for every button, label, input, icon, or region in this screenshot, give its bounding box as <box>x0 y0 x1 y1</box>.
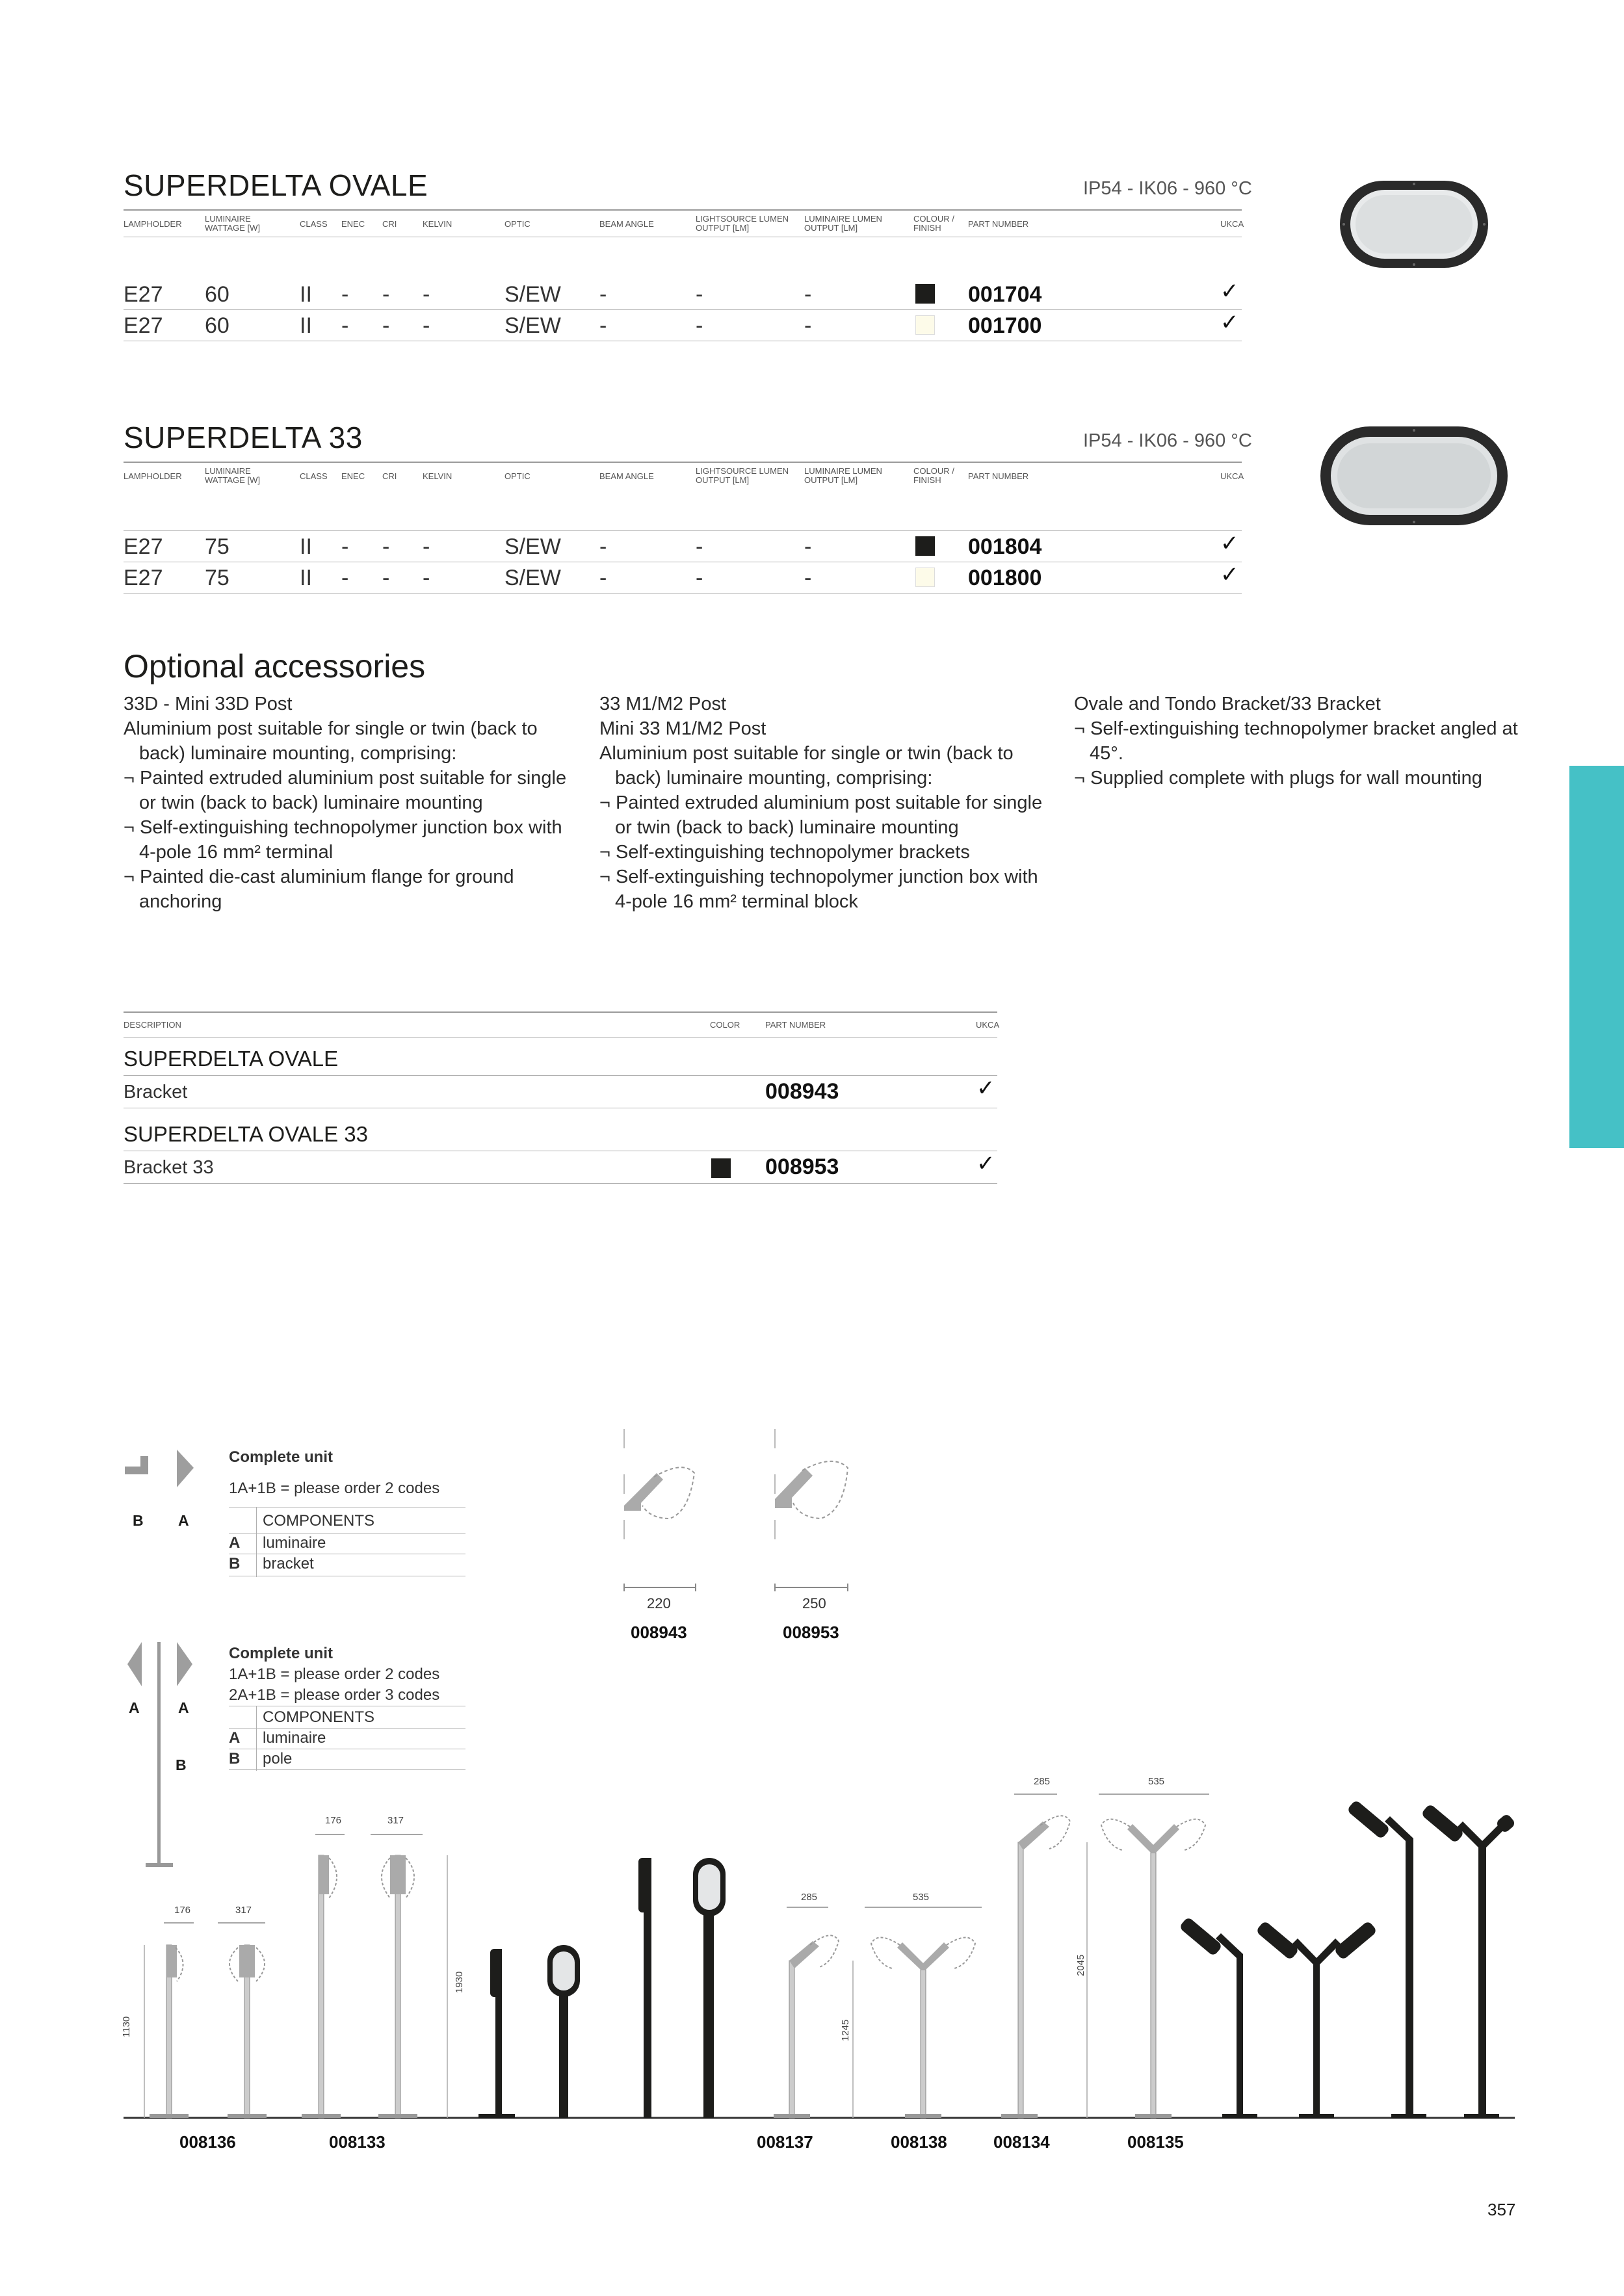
cell-ls-lumen: - <box>696 566 703 590</box>
cell-optic: S/EW <box>504 566 561 590</box>
legend-label-b: B <box>176 1756 187 1773</box>
cell-beam: - <box>599 313 607 338</box>
cell-wattage: 75 <box>205 566 229 590</box>
hdr-lum-1: LUMINAIRE LUMEN <box>804 214 882 224</box>
hdr-colour-1: COLOUR / <box>913 466 954 476</box>
acc-line: 33D - Mini 33D Post <box>124 694 293 714</box>
acc-line: 4-pole 16 mm² terminal <box>139 842 334 863</box>
acc-line: back) luminaire mounting, comprising: <box>139 743 457 764</box>
cell-enec: - <box>341 566 349 590</box>
cell-ls-lumen: - <box>696 282 703 307</box>
hdr-wattage-2: WATTAGE [W] <box>205 475 260 485</box>
acc-line: ¬ Supplied complete with plugs for wall mounting <box>1074 768 1482 789</box>
divider <box>229 1769 465 1770</box>
hdr-lum-2: OUTPUT [LM] <box>804 475 858 485</box>
post-008137 <box>774 1907 839 2118</box>
acc-line: Aluminium post suitable for single or twin (back to <box>124 718 538 739</box>
acc-line: Ovale and Tondo Bracket/33 Bracket <box>1074 694 1381 714</box>
acc-line: anchoring <box>139 891 222 912</box>
hdr-ls-1: LIGHTSOURCE LUMEN <box>696 214 789 224</box>
acc-line: or twin (back to back) luminaire mounting <box>139 792 483 813</box>
code-label: 008135 <box>1127 2132 1184 2152</box>
acc-group-title: SUPERDELTA OVALE 33 <box>124 1122 368 1146</box>
legend-label-a: A <box>178 1512 189 1529</box>
check-icon: ✓ <box>1220 531 1239 556</box>
divider <box>124 1183 997 1184</box>
hdr-enec: ENEC <box>341 471 365 481</box>
dim-label: 176 <box>174 1905 191 1916</box>
accessory-col-1 <box>124 692 579 914</box>
legend-b-text: pole <box>263 1750 293 1768</box>
cell-kelvin: - <box>423 566 430 590</box>
legend-title: Complete unit <box>229 1448 333 1466</box>
post-black-render-3 <box>638 1858 651 2118</box>
dim-label: 535 <box>1148 1776 1165 1787</box>
post-black-render-6 <box>1255 1920 1378 2118</box>
code-label: 008137 <box>757 2132 813 2152</box>
acc-line: ¬ Self-extinguishing technopolymer junction box with <box>599 867 1038 887</box>
acc-line: ¬ Self-extinguishing technopolymer bracket angled at <box>1074 718 1518 739</box>
cell-optic: S/EW <box>504 282 561 307</box>
part-number: 008953 <box>765 1155 839 1179</box>
post-black-render-8 <box>1421 1803 1516 2118</box>
divider <box>124 1075 997 1076</box>
part-number: 001804 <box>968 534 1042 559</box>
dim-label: 176 <box>325 1815 342 1826</box>
post-008133-single <box>302 1834 345 2118</box>
dim-label: 1245 <box>840 2019 851 2041</box>
acc-group-title: SUPERDELTA OVALE <box>124 1047 339 1071</box>
dim-label: 535 <box>913 1892 930 1903</box>
code-label: 008133 <box>329 2132 386 2152</box>
cell-beam: - <box>599 282 607 307</box>
cell-cri: - <box>382 282 390 307</box>
acc-line: Mini 33 M1/M2 Post <box>599 718 766 739</box>
divider <box>124 309 1242 310</box>
legend-label-b: B <box>133 1512 144 1529</box>
acc-line: ¬ Painted extruded aluminium post suitable for single <box>599 792 1043 813</box>
acc-line: ¬ Painted extruded aluminium post suitable for single <box>124 768 567 789</box>
hdr-ls-1: LIGHTSOURCE LUMEN <box>696 466 789 476</box>
hdr-colour-2: FINISH <box>913 475 941 485</box>
hdr-ukca: UKCA <box>1220 219 1244 229</box>
acc-item: Bracket <box>124 1082 188 1102</box>
divider <box>124 593 1242 594</box>
check-icon: ✓ <box>1220 562 1239 587</box>
hdr-colour-2: FINISH <box>913 223 941 233</box>
dim-label: 1930 <box>454 1971 465 1993</box>
cell-class: II <box>300 313 312 338</box>
product-title-33: SUPERDELTA 33 <box>124 421 363 454</box>
hdr-optic: OPTIC <box>504 219 530 229</box>
cell-optic: S/EW <box>504 313 561 338</box>
posts-drawing <box>117 1775 1521 2126</box>
product-title-ovale: SUPERDELTA OVALE <box>124 168 428 202</box>
legend-components: COMPONENTS <box>263 1512 375 1530</box>
post-008136-single <box>150 1923 194 2118</box>
hdr-enec: ENEC <box>341 219 365 229</box>
hdr-lum-2: OUTPUT [LM] <box>804 223 858 233</box>
cell-kelvin: - <box>423 313 430 338</box>
cell-enec: - <box>341 534 349 559</box>
acc-line: or twin (back to back) luminaire mounting <box>615 817 959 838</box>
hdr-beam: BEAM ANGLE <box>599 471 654 481</box>
dim-label: 317 <box>235 1905 252 1916</box>
check-icon: ✓ <box>976 1151 995 1176</box>
color-swatch-black <box>711 1158 731 1178</box>
cell-optic: S/EW <box>504 534 561 559</box>
divider <box>124 1011 997 1013</box>
accessory-col-3 <box>1074 692 1542 790</box>
hdr-description: DESCRIPTION <box>124 1020 181 1030</box>
cell-lampholder: E27 <box>124 534 163 559</box>
acc-line: 33 M1/M2 Post <box>599 694 727 714</box>
accessory-col-2 <box>599 692 1054 914</box>
bracket-legend-icon <box>121 1447 199 1506</box>
acc-line: 4-pole 16 mm² terminal block <box>615 891 858 912</box>
dim-label: 1130 <box>121 2016 132 2037</box>
hdr-ukca: UKCA <box>1220 471 1244 481</box>
divider <box>256 1507 257 1577</box>
cell-beam: - <box>599 534 607 559</box>
legend-order: 1A+1B = please order 2 codes <box>229 1480 440 1497</box>
legend-order: 1A+1B = please order 2 codes <box>229 1665 440 1683</box>
post-black-render-2 <box>547 1945 580 2118</box>
hdr-lampholder: LAMPHOLDER <box>124 219 182 229</box>
cell-enec: - <box>341 313 349 338</box>
hdr-cri: CRI <box>382 471 397 481</box>
cell-lampholder: E27 <box>124 313 163 338</box>
hdr-colour-1: COLOUR / <box>913 214 954 224</box>
hdr-class: CLASS <box>300 219 328 229</box>
post-black-render-4 <box>693 1858 726 2118</box>
code-label: 008134 <box>993 2132 1050 2152</box>
cell-class: II <box>300 534 312 559</box>
cell-beam: - <box>599 566 607 590</box>
cell-lum-lumen: - <box>804 566 812 590</box>
post-black-render-1 <box>478 1949 515 2118</box>
dim-width: 250 <box>802 1595 826 1611</box>
legend-b: B <box>229 1750 241 1768</box>
hdr-lampholder: LAMPHOLDER <box>124 471 182 481</box>
cell-lampholder: E27 <box>124 282 163 307</box>
acc-line: 45°. <box>1090 743 1123 764</box>
cell-wattage: 75 <box>205 534 229 559</box>
legend-a: A <box>229 1534 241 1552</box>
divider <box>124 530 1242 531</box>
bracket-008943-drawing <box>611 1428 715 1597</box>
part-number: 001704 <box>968 282 1042 307</box>
hdr-cri: CRI <box>382 219 397 229</box>
rating-33: IP54 - IK06 - 960 °C <box>1083 430 1252 451</box>
cell-cri: - <box>382 566 390 590</box>
cell-cri: - <box>382 534 390 559</box>
hdr-color: COLOR <box>710 1020 740 1030</box>
hdr-part-number: PART NUMBER <box>765 1020 826 1030</box>
post-008138 <box>865 1907 982 2118</box>
code-label: 008136 <box>179 2132 236 2152</box>
hdr-kelvin: KELVIN <box>423 471 452 481</box>
hdr-wattage-1: LUMINAIRE <box>205 214 251 224</box>
cell-enec: - <box>341 282 349 307</box>
part-number: 001700 <box>968 313 1042 338</box>
rating-ovale: IP54 - IK06 - 960 °C <box>1083 178 1252 199</box>
post-008136-twin <box>218 1923 267 2118</box>
legend-order: 2A+1B = please order 3 codes <box>229 1686 440 1704</box>
finish-swatch-cream <box>915 315 935 335</box>
hdr-wattage-1: LUMINAIRE <box>205 466 251 476</box>
dim-label: 2045 <box>1075 1954 1086 1976</box>
hdr-class: CLASS <box>300 471 328 481</box>
superdelta-33-product-image <box>1316 423 1512 530</box>
cell-lampholder: E27 <box>124 566 163 590</box>
cell-lum-lumen: - <box>804 282 812 307</box>
divider <box>256 1706 257 1771</box>
post-black-render-5 <box>1179 1916 1257 2118</box>
hdr-part: PART NUMBER <box>968 471 1029 481</box>
bracket-008953-drawing <box>762 1428 866 1597</box>
legend-a: A <box>229 1729 241 1747</box>
cell-ls-lumen: - <box>696 313 703 338</box>
part-number: 001800 <box>968 566 1042 590</box>
cell-lum-lumen: - <box>804 313 812 338</box>
legend-b-text: bracket <box>263 1555 314 1572</box>
hdr-wattage-2: WATTAGE [W] <box>205 223 260 233</box>
acc-line: ¬ Self-extinguishing technopolymer brackets <box>599 842 970 863</box>
hdr-lum-1: LUMINAIRE LUMEN <box>804 466 882 476</box>
post-black-render-7 <box>1346 1799 1426 2118</box>
hdr-part: PART NUMBER <box>968 219 1029 229</box>
legend-b: B <box>229 1555 241 1572</box>
superdelta-ovale-product-image <box>1336 176 1492 273</box>
divider <box>229 1728 465 1729</box>
cell-wattage: 60 <box>205 282 229 307</box>
dim-width: 220 <box>647 1595 671 1611</box>
acc-line: ¬ Painted die-cast aluminium flange for ground <box>124 867 514 887</box>
post-008133-twin <box>371 1834 423 2118</box>
dim-label: 317 <box>387 1815 404 1826</box>
legend-a-text: luminaire <box>263 1534 326 1552</box>
cell-cri: - <box>382 313 390 338</box>
legend-title: Complete unit <box>229 1645 333 1662</box>
cell-class: II <box>300 282 312 307</box>
cell-class: II <box>300 566 312 590</box>
post-008135 <box>1099 1794 1209 2118</box>
cell-kelvin: - <box>423 282 430 307</box>
finish-swatch-cream <box>915 567 935 587</box>
acc-line: back) luminaire mounting, comprising: <box>615 768 933 789</box>
legend-label-a: A <box>129 1699 140 1716</box>
code-label: 008943 <box>631 1623 687 1642</box>
hdr-optic: OPTIC <box>504 471 530 481</box>
legend-a-text: luminaire <box>263 1729 326 1747</box>
part-number: 008943 <box>765 1079 839 1104</box>
check-icon: ✓ <box>1220 310 1239 335</box>
acc-item: Bracket 33 <box>124 1157 214 1178</box>
section-tab <box>1569 766 1624 1148</box>
divider <box>124 462 1242 463</box>
check-icon: ✓ <box>976 1076 995 1101</box>
page-number: 357 <box>1487 2200 1516 2219</box>
cell-lum-lumen: - <box>804 534 812 559</box>
accessories-heading: Optional accessories <box>124 648 426 685</box>
divider <box>124 209 1242 211</box>
cell-ls-lumen: - <box>696 534 703 559</box>
finish-swatch-black <box>915 536 935 556</box>
check-icon: ✓ <box>1220 279 1239 304</box>
post-008134 <box>1001 1794 1070 2118</box>
code-label: 008953 <box>783 1623 839 1642</box>
dim-label: 285 <box>1034 1776 1051 1787</box>
code-label: 008138 <box>891 2132 947 2152</box>
hdr-beam: BEAM ANGLE <box>599 219 654 229</box>
cell-wattage: 60 <box>205 313 229 338</box>
acc-line: ¬ Self-extinguishing technopolymer junction box with <box>124 817 562 838</box>
acc-line: Aluminium post suitable for single or twin (back to <box>599 743 1014 764</box>
hdr-ls-2: OUTPUT [LM] <box>696 223 750 233</box>
divider <box>124 1037 997 1038</box>
cell-kelvin: - <box>423 534 430 559</box>
finish-swatch-black <box>915 284 935 304</box>
dim-label: 285 <box>801 1892 818 1903</box>
hdr-ls-2: OUTPUT [LM] <box>696 475 750 485</box>
hdr-kelvin: KELVIN <box>423 219 452 229</box>
legend-label-a: A <box>178 1699 189 1716</box>
legend-components: COMPONENTS <box>263 1708 375 1726</box>
hdr-ukca: UKCA <box>976 1020 1000 1030</box>
